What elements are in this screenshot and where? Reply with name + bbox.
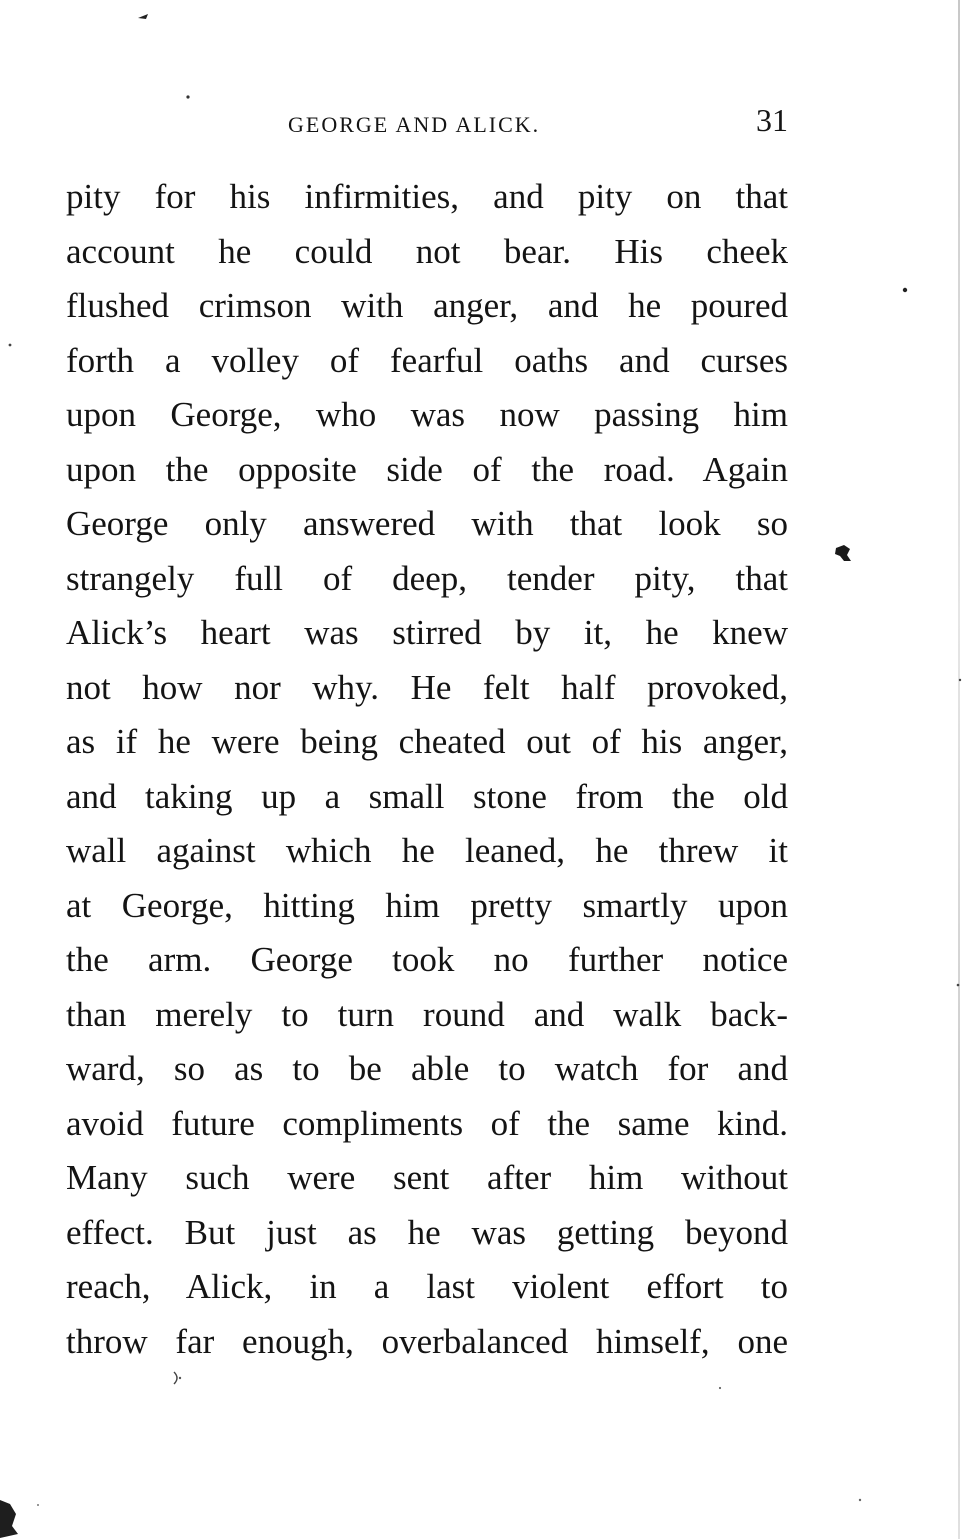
text-line: Alick’s heart was stirred by it, he knew	[66, 613, 788, 652]
text-line: at George, hitting him pretty smartly upon	[66, 885, 788, 925]
text-line: ward, so as to be able to watch for and	[66, 1049, 788, 1088]
page-header	[66, 100, 788, 144]
text-line: effect. But just as he was getting beyond	[66, 1212, 788, 1252]
text-line: throw far enough, overbalanced himself, one	[66, 1321, 788, 1361]
text-line: than merely to turn round and walk back-	[66, 994, 788, 1034]
text-line: upon the opposite side of the road. Again	[66, 449, 788, 489]
text-line: Many such were sent after him without	[66, 1158, 788, 1197]
text-line: the arm. George took no further notice	[66, 940, 788, 979]
text-line: reach, Alick, in a last violent effort to	[66, 1267, 788, 1306]
text-line: George only answered with that look so	[66, 504, 788, 543]
text-line: avoid future compliments of the same kind.	[66, 1103, 788, 1143]
text-line: flushed crimson with anger, and he poured	[66, 286, 788, 325]
text-line: pity for his infirmities, and pity on that	[66, 177, 788, 216]
text-line: strangely full of deep, tender pity, that	[66, 558, 788, 598]
page-number: 31	[756, 102, 788, 138]
body-text	[66, 170, 788, 1369]
text-line: and taking up a small stone from the old	[66, 776, 788, 816]
text-line: as if he were being cheated out of his anger,	[66, 722, 788, 761]
text-line: not how nor why. He felt half provoked,	[66, 667, 788, 707]
text-line: wall against which he leaned, he threw it	[66, 831, 788, 870]
running-head: GEORGE AND ALICK.	[288, 112, 541, 137]
text-line: forth a volley of fearful oaths and curses	[66, 340, 788, 380]
text-line: upon George, who was now passing him	[66, 395, 788, 434]
text-line: account he could not bear. His cheek	[66, 231, 788, 271]
